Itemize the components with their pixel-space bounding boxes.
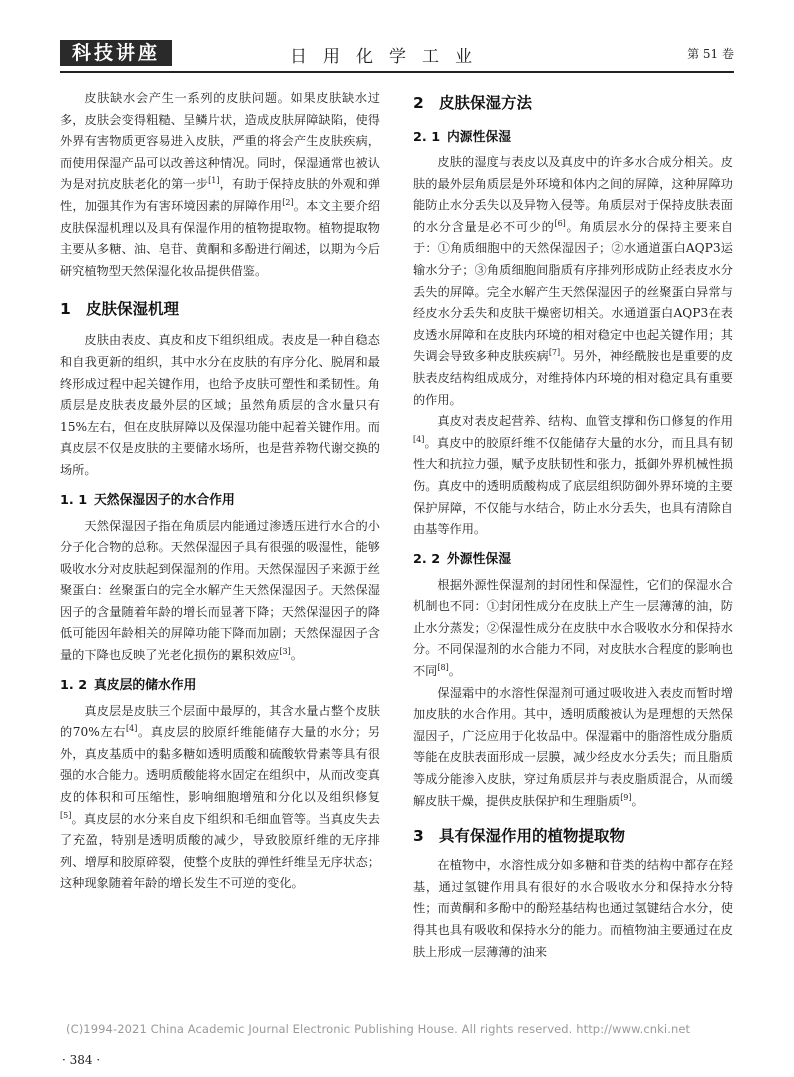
left-column bbox=[60, 88, 380, 895]
subsection-heading-2-1: 2. 1 内源性保湿 bbox=[413, 130, 511, 145]
subsection-2-1-paragraph-1: 皮肤的湿度与表皮以及真皮中的许多水合成分相关。皮肤的最外层角质层是外环境和体内之间的屏障，这种屏障功能防止水分丢失以及异物入侵等。角质层对于保持皮肤表面的水分含量是必不可少的[6]。角质层水分的保持主要来自于：①角质细胞中的天然保湿因子；②水通道蛋白AQP3运输水分子；③角质细胞间脂质有序排列形成防止经表皮水分丢失的屏障。完全水解产生天然保湿因子的丝聚蛋白异常与经皮水分丢失和皮肤干燥密切相关。水通道蛋白AQP3在表皮透水屏障和在皮肤内环境的相对稳定中也起关键作用；其失调会导致多种皮肤疾病[7]。另外，神经酰胺也是重要的皮肤表皮结构组成成分，对维持体内环境的相对稳定具有重要的作用。 bbox=[413, 155, 734, 407]
citation-ref[interactable]: [6] bbox=[554, 218, 566, 228]
citation-ref[interactable]: [9] bbox=[620, 792, 632, 802]
right-column bbox=[413, 92, 733, 963]
section-heading-3: 3 具有保湿作用的植物提取物 bbox=[413, 827, 626, 846]
subsection-2-2-paragraph-1: 根据外源性保湿剂的封闭性和保湿性，它们的保湿水合机制也不同：①封闭性成分在皮肤上产生一层薄薄的油，防止水分蒸发；②保湿性成分在皮肤中水合吸收水分和保持水分。不同保湿剂的水合能力不同，对皮肤水合程度的影响也不同[8]。 bbox=[413, 577, 733, 679]
intro-paragraph: 皮肤缺水会产生一系列的皮肤问题。如果皮肤缺水过多，皮肤会变得粗糙、呈鳞片状，造成皮肤屏障缺陷，使得外界有害物质更容易进入皮肤，严重的将会产生皮肤疾病，而使用保湿产品可以改善这种情况。同时，保湿通常也被认为是对抗皮肤老化的第一步[1]，有助于保持皮肤的外观和弹性，加强其作为有害环境因素的屏障作用[2]。本文主要介绍皮肤保湿机理以及具有保湿作用的植物提取物。植物提取物主要从多糖、油、皂苷、黄酮和多酚进行阐述，以期为今后研究植物型天然保湿化妆品提供借鉴。 bbox=[60, 91, 381, 278]
citation-ref[interactable]: [4] bbox=[413, 434, 425, 444]
column-label: 科技讲座 bbox=[60, 40, 172, 66]
subsection-heading-1-1: 1. 1 天然保湿因子的水合作用 bbox=[60, 492, 235, 508]
copyright-watermark: (C)1994-2021 China Academic Journal Electronic Publishing House. All rights reserved. http://www.cnki.net bbox=[66, 1022, 691, 1036]
subsection-2-1-paragraph-2: 真皮对表皮起营养、结构、血管支撑和伤口修复的作用[4]。真皮中的胶原纤维不仅能储存大量的水分，而且具有韧性大和抗拉力强，赋予皮肤韧性和张力，抵御外界机械性损伤。真皮中的透明质酸构成了底层组织防御外界环境的主要保护屏障，不仅能与水结合，防止水分丢失，也具有清除自由基等作用。 bbox=[413, 414, 733, 537]
section-heading-1: 1 皮肤保湿机理 bbox=[60, 300, 180, 319]
subsection-1-1-paragraph: 天然保湿因子指在角质层内能通过渗透压进行水合的小分子化合物的总称。天然保湿因子具有很强的吸湿性，能够吸收水分对皮肤起到保湿剂的作用。天然保湿因子来源于丝聚蛋白：丝聚蛋白的完全水解产生天然保湿因子。天然保湿因子的含量随着年龄的增长而显著下降；天然保湿因子的降低可能因年龄相关的屏障功能下降而加剧；天然保湿因子含量的下降也反映了光老化损伤的累积效应[3]。 bbox=[60, 518, 380, 663]
volume-label: 第 51 卷 bbox=[687, 47, 734, 61]
citation-ref[interactable]: [1] bbox=[208, 176, 220, 186]
citation-ref[interactable]: [7] bbox=[548, 348, 561, 358]
citation-ref[interactable]: [2] bbox=[282, 197, 294, 207]
header-rule bbox=[60, 71, 734, 73]
journal-name: 日用化学工业 bbox=[290, 47, 488, 67]
section-3-paragraph: 在植物中，水溶性成分如多糖和苷类的结构中都存在羟基，通过氢键作用具有很好的水合吸收水分和保持水分特性；而黄酮和多酚中的酚羟基结构也通过氢键结合水分，使得其也具有吸收和保持水分的能力。而植物油主要通过在皮肤上形成一层薄薄的油来 bbox=[413, 858, 733, 959]
citation-ref[interactable]: [3] bbox=[279, 647, 291, 657]
citation-ref[interactable]: [5] bbox=[60, 810, 72, 820]
subsection-2-2-paragraph-2: 保湿霜中的水溶性保湿剂可通过吸收进入表皮而暂时增加皮肤的水合作用。其中，透明质酸被认为是理想的天然保湿因子，广泛应用于化妆品中。保湿霜中的脂溶性成分脂质等能在皮肤表面形成一层膜，减少经皮水分丢失；而且脂质等成分能渗入皮肤，穿过角质层并与表皮脂质混合，从而缓解皮肤干燥，提供皮肤保护和生理脂质[9]。 bbox=[413, 685, 733, 808]
subsection-heading-1-2: 1. 2 真皮层的储水作用 bbox=[60, 677, 197, 693]
citation-ref[interactable]: [4] bbox=[126, 724, 138, 734]
section-heading-2: 2 皮肤保湿方法 bbox=[413, 94, 533, 112]
subsection-1-2-paragraph: 真皮层是皮肤三个层面中最厚的，其含水量占整个皮肤的70%左右[4]。真皮层的胶原纤维能储存大量的水分；另外，真皮基质中的黏多糖如透明质酸和硫酸软骨素等具有很强的水合能力。透明质酸能将水固定在组织中，从而改变真皮的体积和可压缩性，影响细胞增殖和分化以及组织修复[5]。真皮层的水分来自皮下组织和毛细血管等。当真皮失去了充盈，特别是透明质酸的减少，导致胶原纤维的无序排列、增厚和胶原碎裂，使整个皮肤的弹性纤维呈无序状态；这种现象随着年龄的增长发生不可逆的变化。 bbox=[60, 703, 381, 891]
section-1-paragraph: 皮肤由表皮、真皮和皮下组织组成。表皮是一种自稳态和自我更新的组织，其中水分在皮肤的有序分化、脱屑和最终形成过程中起关键作用，也给予皮肤可塑性和柔韧性。角质层是皮肤表皮最外层的区域；虽然角质层的含水量只有15%左右，但在皮肤屏障以及保湿功能中起着关键作用。而真皮层不仅是皮肤的主要储水场所，也是营养物代谢交换的场所。 bbox=[60, 333, 380, 477]
subsection-heading-2-2: 2. 2 外源性保湿 bbox=[413, 551, 511, 567]
citation-ref[interactable]: [8] bbox=[437, 663, 449, 673]
running-header bbox=[60, 40, 734, 72]
page-number: · 384 · bbox=[62, 1053, 101, 1067]
